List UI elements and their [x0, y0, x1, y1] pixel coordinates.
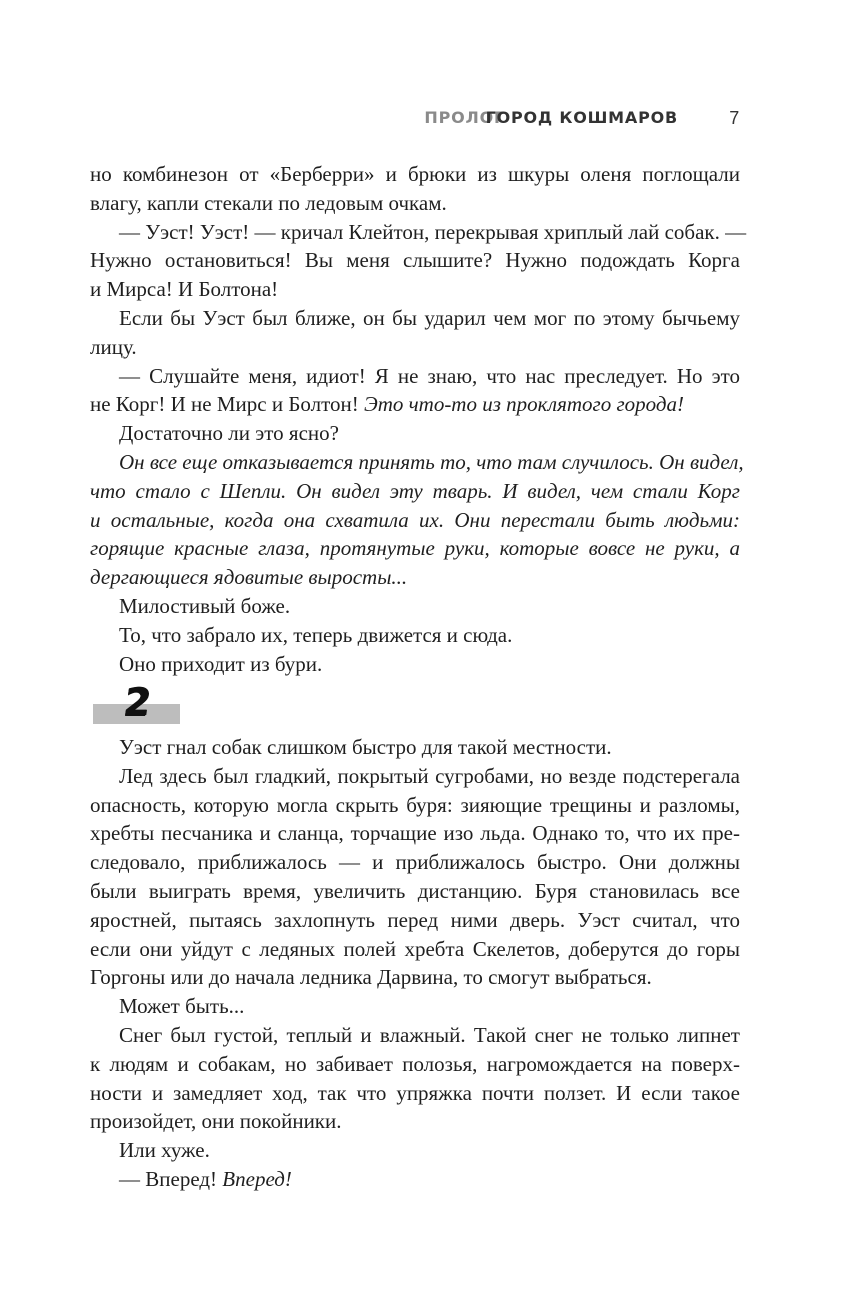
header-section-label: ПРОЛОГ — [424, 108, 505, 127]
text-line: но комбинезон от «Берберри» и брюки из шкуры оленя поглощали — [90, 162, 740, 186]
text-line: были выиграть время, увеличить дистанцию. Буря становилась все — [90, 878, 740, 903]
italic-line: что стало с Шепли. Он видел эту тварь. И видел, чем стали Корг — [90, 478, 740, 503]
text-line: хребты песчаника и сланца, торчащие изо льда. Однако то, что их пре- — [90, 821, 740, 846]
text-line: Может быть... — [119, 994, 245, 1019]
text-line: Оно приходит из бури. — [119, 651, 323, 676]
text-line: Лед здесь был гладкий, покрытый сугробами, но везде подстерегала — [119, 763, 740, 788]
text-line: к людям и собакам, но забивает полозья, нагромождается на поверх- — [90, 1051, 740, 1076]
text-line: Снег был густой, теплый и влажный. Такой снег не только липнет — [119, 1022, 740, 1047]
chapter-number: 2 — [120, 680, 154, 724]
text-line — [90, 1165, 740, 1194]
italic-line: и остальные, когда она схватила их. Они перестали быть людьми: — [90, 507, 740, 532]
text-line: — Слушайте меня, идиот! Я не знаю, что нас преследует. Но это — [119, 363, 740, 388]
text-line: влагу, капли стекали по ледовым очкам. — [90, 190, 447, 215]
text-line: То, что забрало их, теперь движется и сюда. — [119, 622, 513, 647]
chapter-marker — [93, 680, 180, 732]
text-line: Если бы Уэст был ближе, он бы ударил чем мог по этому бычьему — [119, 305, 740, 330]
text-line: и Мирса! И Болтона! — [90, 277, 279, 302]
header-chapter-title: ГОРОД КОШМАРОВ — [485, 108, 678, 127]
italic-line: Он все еще отказывается принять то, что там случилось. Он видел, — [119, 449, 744, 474]
text-line: Или хуже. — [119, 1138, 210, 1163]
text-line: яростней, пытаясь захлопнуть перед ними дверь. Уэст считал, что — [90, 907, 740, 932]
prologue-text — [90, 160, 747, 678]
text-line — [90, 390, 740, 419]
italic-phrase: Это что-то из проклятого города! — [363, 392, 684, 417]
page-number: 7 — [729, 108, 740, 128]
text-line: следовало, приближалось — и приближалось быстро. Они должны — [90, 850, 740, 875]
italic-line: дергающиеся ядовитые выросты... — [90, 565, 408, 590]
text-line: Достаточно ли это ясно? — [119, 421, 339, 446]
text-line: лицу. — [90, 334, 137, 359]
text-line: произойдет, они покойники. — [90, 1109, 342, 1134]
italic-phrase: Вперед! — [222, 1166, 292, 1191]
text-line: опасность, которую могла скрыть буря: зияющие трещины и разломы, — [90, 792, 740, 817]
italic-line: горящие красные глаза, протянутые руки, которые вовсе не руки, а — [90, 536, 740, 561]
text-line: ности и замедляет ход, так что упряжка почти ползет. И если такое — [90, 1080, 740, 1105]
text-segment: — Вперед! — [119, 1166, 223, 1191]
text-segment: не Корг! И не Мирс и Болтон! — [90, 392, 364, 417]
text-line: Милостивый боже. — [119, 593, 291, 618]
text-line: Уэст гнал собак слишком быстро для такой местности. — [119, 735, 612, 759]
chapter-2-text — [90, 733, 740, 1194]
text-line: — Уэст! Уэст! — кричал Клейтон, перекрывая хриплый лай собак. — — [119, 219, 747, 244]
text-line: Горгоны или до начала ледника Дарвина, то смогут выбраться. — [90, 965, 652, 990]
text-line: если они уйдут с ледяных полей хребта Скелетов, доберутся до горы — [90, 936, 740, 961]
running-header — [90, 104, 740, 132]
text-line: Нужно остановиться! Вы меня слышите? Нужно подождать Корга — [90, 248, 740, 273]
